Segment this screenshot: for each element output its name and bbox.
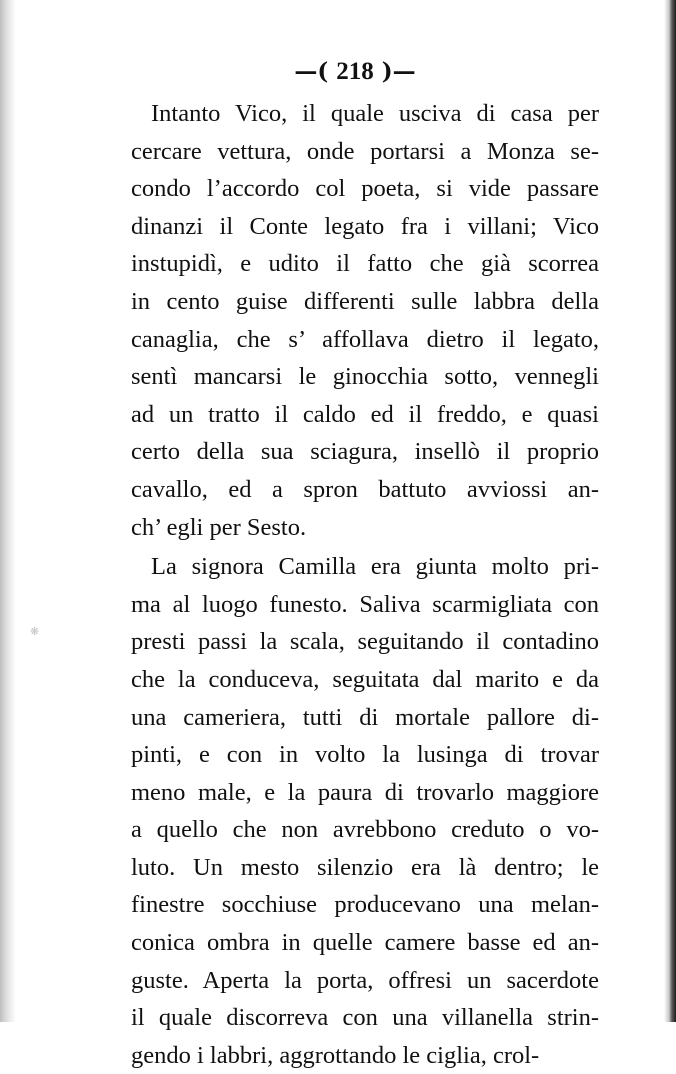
page-number-prefix: —( [294, 58, 337, 85]
text-line: ma al luogo funesto. Saliva scarmigliata con [131, 590, 599, 618]
ink-smudge: ❋ [30, 625, 40, 638]
text-line: instupidì, e udito il fatto che già scorrea [131, 250, 599, 278]
text-line: guste. Aperta la porta, offresi un sacerdote [131, 966, 599, 994]
body-text [131, 95, 599, 1074]
text-line: luto. Un mesto silenzio era là dentro; le [131, 853, 599, 881]
text-line: meno male, e la paura di trovarlo maggiore [131, 778, 599, 806]
text-line: Intanto Vico, il quale usciva di casa per [151, 100, 599, 127]
text-line: presti passi la scala, seguitando il contadino [131, 628, 599, 656]
text-line: in cento guise differenti sulle labbra della [131, 287, 599, 315]
page-number-header [0, 58, 676, 86]
text-line: canaglia, che s’ affollava dietro il legato, [131, 325, 599, 353]
page-number-suffix: )— [373, 58, 416, 85]
page-number: 218 [336, 58, 374, 85]
text-line: ch’ egli per Sesto. [131, 513, 307, 541]
text-line: ad un tratto il caldo ed il freddo, e quasi [131, 400, 599, 428]
text-line: pinti, e con in volto la lusinga di trovar [131, 741, 599, 769]
text-line: una cameriera, tutti di mortale pallore di- [131, 703, 599, 731]
page-left-edge [0, 0, 16, 1022]
text-line: a quello che non avrebbono creduto o vo- [131, 816, 599, 844]
text-line: condo l’accordo col poeta, si vide passare [131, 175, 599, 203]
text-line: La signora Camilla era giunta molto pri- [151, 553, 599, 581]
text-line: che la conduceva, seguitata dal marito e da [131, 665, 599, 693]
text-line: sentì mancarsi le ginocchia sotto, vennegli [131, 363, 599, 391]
page-right-edge [664, 0, 676, 1022]
text-line: cercare vettura, onde portarsi a Monza se- [131, 137, 599, 165]
text-line: il quale discorreva con una villanella strin- [131, 1004, 599, 1032]
text-line: dinanzi il Conte legato fra i villani; Vico [131, 212, 599, 240]
text-line: finestre socchiuse producevano una melan- [131, 891, 599, 919]
text-line: certo della sua sciagura, insellò il proprio [131, 438, 599, 466]
text-line: conica ombra in quelle camere basse ed an- [131, 929, 599, 957]
text-line: cavallo, ed a spron battuto avviossi an- [131, 475, 599, 503]
text-line: gendo i labbri, aggrottando le ciglia, crol- [131, 1041, 540, 1069]
paragraph [131, 95, 599, 546]
paragraph [131, 548, 599, 1074]
